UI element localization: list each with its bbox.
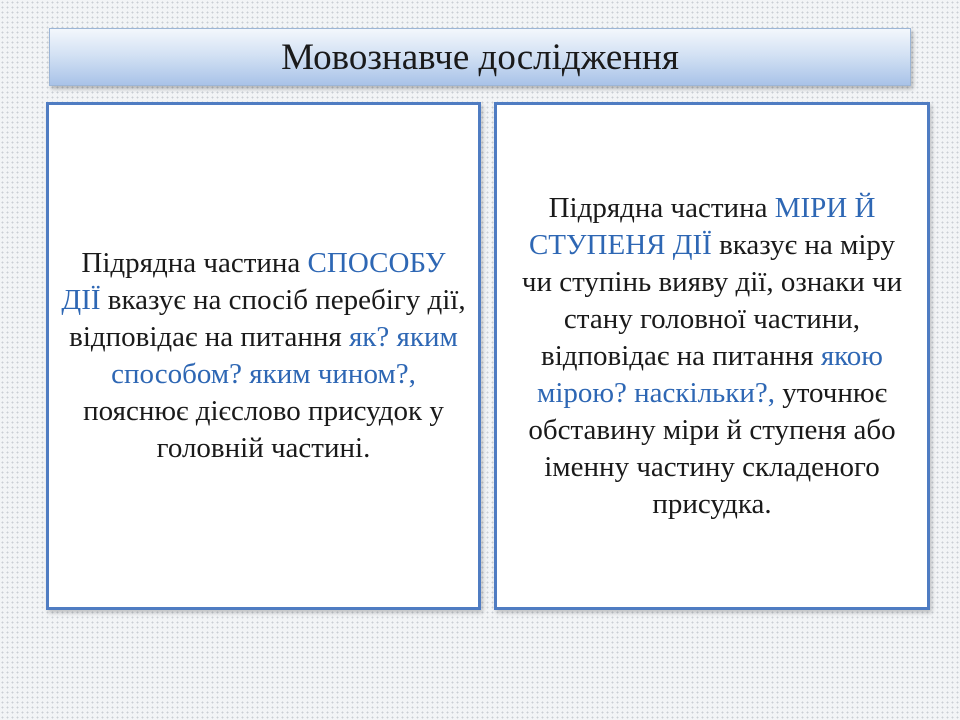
left-panel-explanation: пояснює дієслово присудок у головній частині. <box>83 395 444 464</box>
slide-title-bar <box>49 28 911 86</box>
right-panel-term: МІРИ Й СТУПЕНЯ ДІЇ <box>528 191 876 261</box>
right-panel-explanation: уточнює обставину міри й ступеня або іменну частину складеного присудка. <box>528 376 896 520</box>
right-panel-text <box>511 190 913 523</box>
left-panel-text <box>59 245 468 467</box>
right-panel-intro: Підрядна частина <box>548 191 775 224</box>
right-panel-questions: якою мірою? наскільки?, <box>536 339 883 409</box>
slide-title: Мовознавче дослідження <box>281 36 679 78</box>
left-panel-term: СПОСОБУ ДІЇ <box>61 247 446 316</box>
right-panel-description: вказує на міру чи ступінь вияву дії, ознаки чи стану головної частини, відповідає на питання <box>521 228 903 372</box>
left-panel-description: вказує на спосіб перебігу дії, відповідає на питання <box>69 284 466 353</box>
left-panel-intro: Підрядна частина <box>81 247 308 279</box>
left-panel <box>46 102 481 610</box>
left-panel-questions: як? яким способом? яким чином?, <box>111 321 458 390</box>
right-panel <box>494 102 930 610</box>
